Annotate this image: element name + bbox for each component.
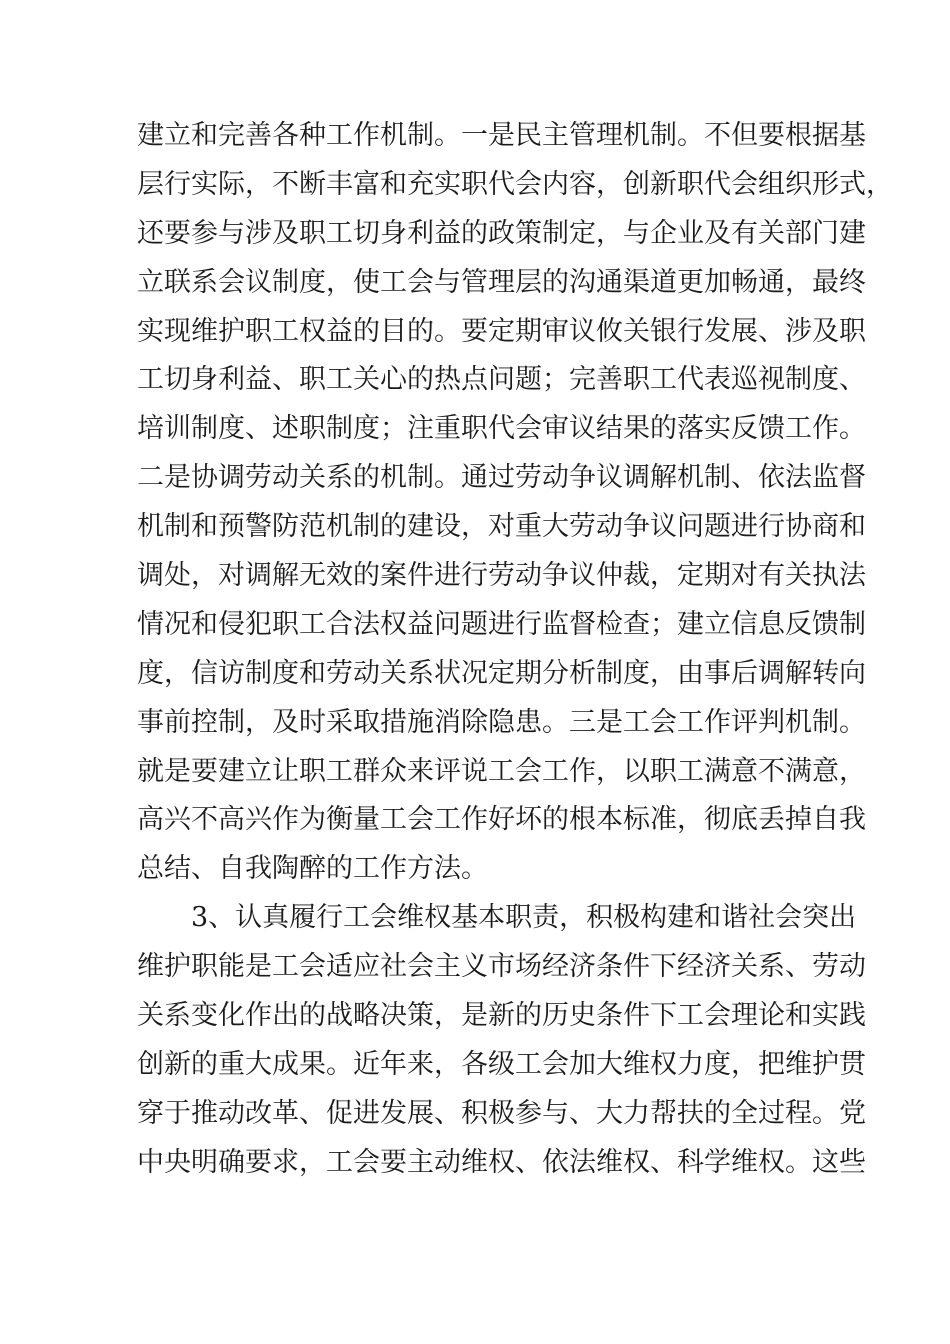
text-line: 立联系会议制度，使工会与管理层的沟通渠道更加畅通，最终 xyxy=(137,266,866,298)
text-line: 高兴不高兴作为衡量工会工作好坏的根本标准，彻底丢掉自我 xyxy=(137,804,866,836)
text-line: 二是协调劳动关系的机制。通过劳动争议调解机制、依法监督 xyxy=(137,462,866,494)
text-line: 建立和完善各种工作机制。一是民主管理机制。不但要根据基 xyxy=(137,120,866,151)
text-line: 维护职能是工会适应社会主义市场经济条件下经济关系、劳动 xyxy=(137,951,866,983)
text-line: 机制和预警防范机制的建设，对重大劳动争议问题进行协商和 xyxy=(137,511,866,543)
text-line: 情况和侵犯职工合法权益问题进行监督检查；建立信息反馈制 xyxy=(137,608,866,640)
text-line: 事前控制，及时采取措施消除隐患。三是工会工作评判机制。 xyxy=(137,706,866,738)
text-line: 创新的重大成果。近年来，各级工会加大维权力度，把维护贯 xyxy=(137,1048,866,1080)
text-line: 关系变化作出的战略决策，是新的历史条件下工会理论和实践 xyxy=(137,1000,866,1032)
text-line: 总结、自我陶醉的工作方法。 xyxy=(137,853,488,885)
text-line: 度，信访制度和劳动关系状况定期分析制度，由事后调解转向 xyxy=(137,657,866,689)
text-line: 3、认真履行工会维权基本职责，积极构建和谐社会突出 xyxy=(191,902,857,934)
text-line: 还要参与涉及职工切身利益的政策制定，与企业及有关部门建 xyxy=(137,217,866,249)
text-line: 中央明确要求，工会要主动维权、依法维权、科学维权。这些 xyxy=(137,1146,866,1178)
text-line: 调处，对调解无效的案件进行劳动争议仲裁，定期对有关执法 xyxy=(137,560,866,592)
text-line: 工切身利益、职工关心的热点问题；完善职工代表巡视制度、 xyxy=(137,364,866,396)
text-line: 就是要建立让职工群众来评说工会工作，以职工满意不满意， xyxy=(137,755,866,787)
body-text xyxy=(137,112,893,1188)
text-line: 培训制度、述职制度；注重职代会审议结果的落实反馈工作。 xyxy=(137,413,866,445)
text-line: 穿于推动改革、促进发展、积极参与、大力帮扶的全过程。党 xyxy=(137,1097,866,1129)
text-line: 实现维护职工权益的目的。要定期审议攸关银行发展、涉及职 xyxy=(137,315,866,347)
text-line: 层行实际，不断丰富和充实职代会内容，创新职代会组织形式， xyxy=(137,168,893,200)
